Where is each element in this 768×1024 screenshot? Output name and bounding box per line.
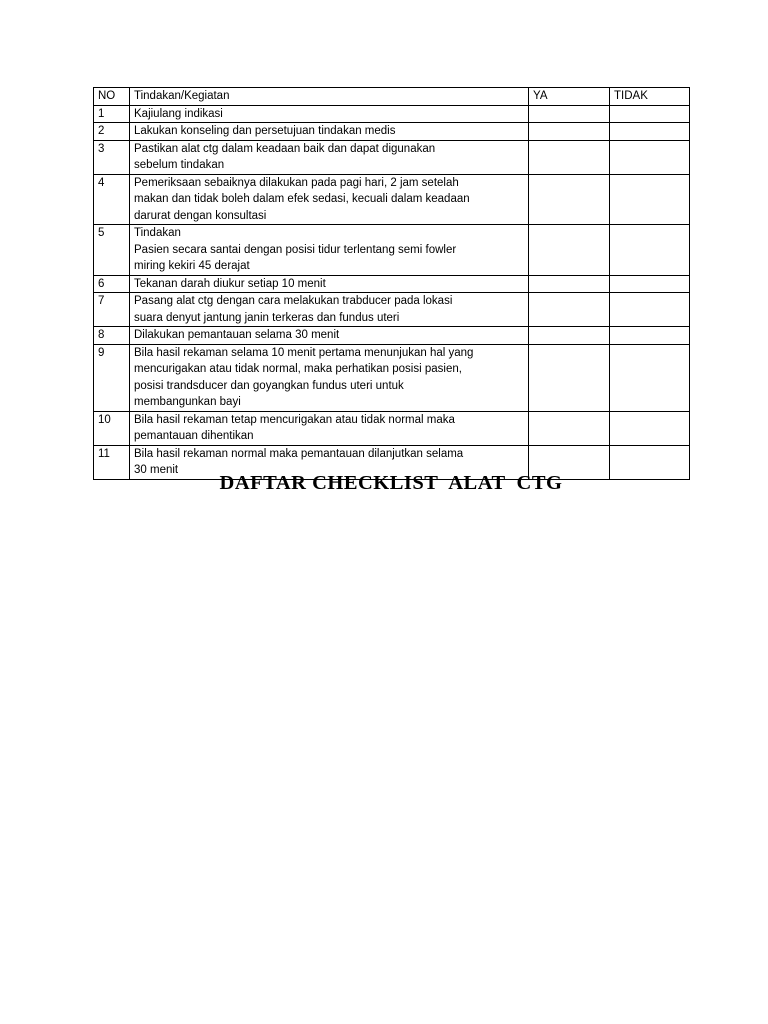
header-ya: YA [529,88,610,106]
tidak-checkbox-cell[interactable] [610,105,690,123]
table-row [94,275,690,293]
table-body [94,105,690,479]
row-number: 9 [94,344,130,411]
table-row [94,123,690,141]
activity-text-line: pemantauan dihentikan [134,430,254,442]
activity-text-line: 30 menit [134,464,179,476]
table-row [94,105,690,123]
row-activity [130,105,529,123]
table-row [94,344,690,411]
table-row [94,411,690,445]
activity-text-line: Kajiulang indikasi [134,107,223,120]
ya-checkbox-cell[interactable] [529,293,610,327]
tidak-checkbox-cell[interactable] [610,344,690,411]
tidak-checkbox-cell[interactable] [610,411,690,445]
ya-checkbox-cell[interactable] [529,140,610,174]
table-row [94,140,690,174]
ya-checkbox-cell[interactable] [529,123,610,141]
row-activity [130,411,529,445]
activity-text-line: mencurigakan atau tidak normal, maka perhatikan posisi pasien, [134,363,462,375]
activity-text-line: Bila hasil rekaman normal maka pemantauan dilanjutkan selama [134,447,464,460]
row-number: 4 [94,174,130,225]
ya-checkbox-cell[interactable] [529,174,610,225]
header-row [94,88,690,106]
header-no: NO [94,88,130,106]
activity-text-line: Pasien secara santai dengan posisi tidur terlentang semi fowler [134,243,457,256]
activity-text-line: Pemeriksaan sebaiknya dilakukan pada pagi hari, 2 jam setelah [134,176,459,189]
activity-text-line: Tekanan darah diukur setiap 10 menit [134,277,326,290]
activity-text-line: Pastikan alat ctg dalam keadaan baik dan dapat digunakan [134,142,436,155]
checklist-table [93,87,690,480]
row-activity [130,174,529,225]
row-activity [130,344,529,411]
row-number: 3 [94,140,130,174]
tidak-checkbox-cell[interactable] [610,293,690,327]
table-header [94,88,690,106]
tidak-checkbox-cell[interactable] [610,225,690,276]
activity-text-line: miring kekiri 45 derajat [134,260,250,272]
header-activity: Tindakan/Kegiatan [130,88,529,106]
row-number: 1 [94,105,130,123]
table-row [94,174,690,225]
row-activity [130,275,529,293]
row-activity [130,140,529,174]
activity-text-line: Bila hasil rekaman selama 10 menit pertama menunjukan hal yang [134,346,474,359]
activity-text-line: makan dan tidak boleh dalam efek sedasi, kecuali dalam keadaan [134,193,470,205]
row-number: 7 [94,293,130,327]
activity-text-line: posisi trandsducer dan goyangkan fundus uteri untuk [134,379,404,392]
row-activity [130,327,529,345]
table-row [94,293,690,327]
row-activity [130,293,529,327]
document-title: DAFTAR CHECKLIST ALAT CTG [219,472,563,494]
tidak-checkbox-cell[interactable] [610,275,690,293]
activity-text-line: Dilakukan pemantauan selama 30 menit [134,329,340,341]
tidak-checkbox-cell[interactable] [610,140,690,174]
ya-checkbox-cell[interactable] [529,344,610,411]
ya-checkbox-cell[interactable] [529,225,610,276]
activity-text-line: Tindakan [134,227,181,239]
activity-text-line: suara denyut jantung janin terkeras dan fundus uteri [134,311,400,324]
row-number: 10 [94,411,130,445]
tidak-checkbox-cell[interactable] [610,174,690,225]
ya-checkbox-cell[interactable] [529,327,610,345]
table-row [94,327,690,345]
header-tidak: TIDAK [610,88,690,106]
tidak-checkbox-cell[interactable] [610,123,690,141]
activity-text-line: darurat dengan konsultasi [134,209,267,222]
activity-text-line: Lakukan konseling dan persetujuan tindakan medis [134,125,396,137]
activity-text-line: Bila hasil rekaman tetap mencurigakan atau tidak normal maka [134,413,455,426]
activity-text-line: membangunkan bayi [134,396,241,408]
ya-checkbox-cell[interactable] [529,275,610,293]
row-number: 2 [94,123,130,141]
tidak-checkbox-cell[interactable] [610,327,690,345]
row-activity [130,225,529,276]
row-number: 6 [94,275,130,293]
table-row [94,225,690,276]
row-number: 5 [94,225,130,276]
activity-text-line: sebelum tindakan [134,159,225,171]
row-activity [130,123,529,141]
row-number: 11 [94,445,130,479]
ya-checkbox-cell[interactable] [529,105,610,123]
ya-checkbox-cell[interactable] [529,411,610,445]
row-number: 8 [94,327,130,345]
activity-text-line: Pasang alat ctg dengan cara melakukan trabducer pada lokasi [134,295,453,307]
